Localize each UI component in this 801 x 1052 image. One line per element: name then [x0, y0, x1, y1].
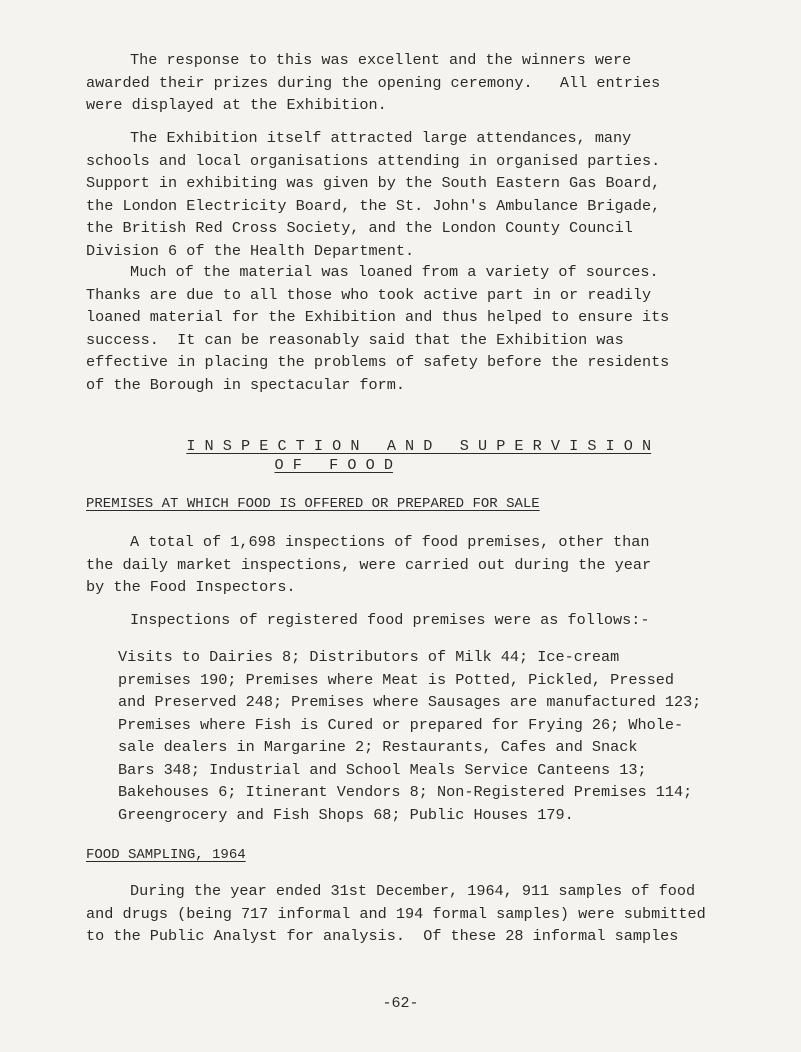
section-title-food-sampling: FOOD SAMPLING, 1964	[86, 847, 246, 863]
paragraph-prizes: The response to this was excellent and the winners were awarded their prizes during the opening ceremony. All entries were displayed at the Exhibition.	[86, 51, 661, 114]
heading-line-1: I N S P E C T I O N A N D S U P E R V I S I O N	[186, 437, 652, 455]
heading-of-food	[0, 437, 801, 494]
heading-line-2: O F F O O D	[274, 456, 393, 474]
page-number: -62-	[382, 995, 419, 1012]
paragraph-exhibition-attendance: The Exhibition itself attracted large attendances, many schools and local organisations attending in organised parties. Support in exhibiting was given by the South Eastern Gas Board, the London Electricity Board, the St. John's Ambulance Brigade, the British Red Cross Society, and the London County Council Division 6 of the Health Department.	[86, 129, 661, 260]
paragraph-material-loaned: Much of the material was loaned from a variety of sources. Thanks are due to all those who took active part in or readily loaned material for the Exhibition and thus helped to ensure its success. It can be reasonably said that the Exhibition was effective in placing the problems of safety before the residents of the Borough in spectacular form.	[86, 263, 670, 394]
paragraph-total-inspections: A total of 1,698 inspections of food premises, other than the daily market inspections, were carried out during the year by the Food Inspectors.	[86, 533, 652, 596]
section-title-premises: PREMISES AT WHICH FOOD IS OFFERED OR PREPARED FOR SALE	[86, 496, 540, 512]
paragraph-inspections-intro: Inspections of registered food premises were as follows:-	[130, 611, 650, 629]
paragraph-inspection-visits: Visits to Dairies 8; Distributors of Milk 44; Ice-cream premises 190; Premises where Meat is Potted, Pickled, Pressed and Preserved 248; Premises where Sausages are manufactured 123; Premises where Fish is Cured or prepared for Frying 26; Whole- sale dealers in Margarine 2; Restaurants, Cafes and Snack Bars 348; Industrial and School Meals Service Canteens 13; Bakehouses 6; Itinerant Vendors 8; Non-Registered Premises 114; Greengrocery and Fish Shops 68; Public Houses 179.	[118, 648, 702, 824]
paragraph-food-sampling: During the year ended 31st December, 1964, 911 samples of food and drugs (being 717 informal and 194 formal samples) were submitted to the Public Analyst for analysis. Of these 28 informal samples	[86, 882, 706, 945]
